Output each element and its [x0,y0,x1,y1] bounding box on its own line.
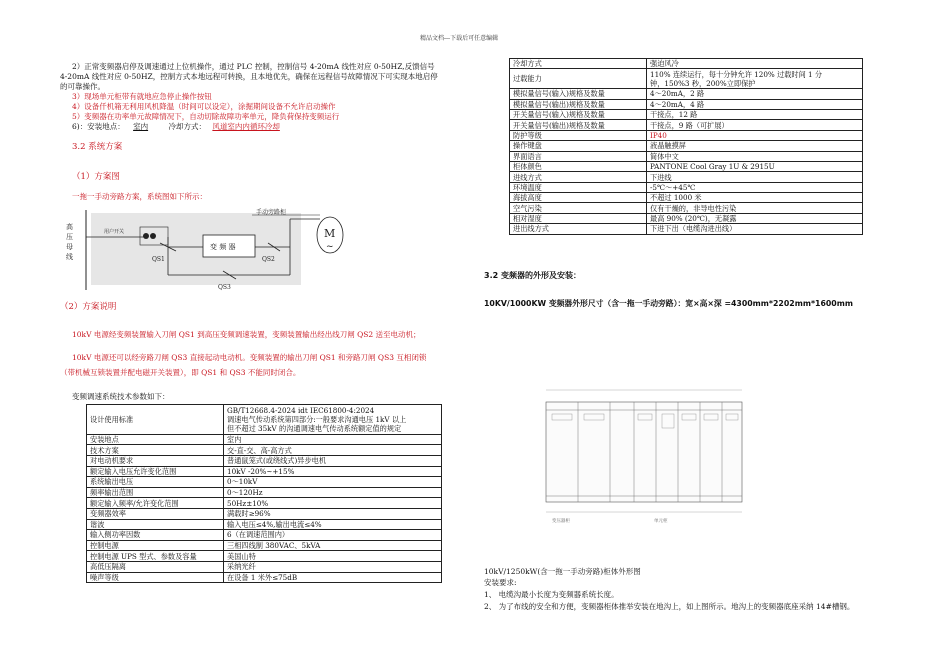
qs2-label: QS2 [262,256,275,263]
table-row [87,561,442,572]
section-shape-install: 3.2 变频器的外形及安装： [484,271,581,280]
param-name-cell: 谐波 [87,519,224,530]
param-name-cell: 防护等级 [510,130,647,140]
motor-label: M [324,227,336,240]
diagram-background [91,213,301,285]
item4: 4）设备仟机箱无利用风机降温（时间可以设定），涂掘期间设备不允许启动操作 [72,102,336,111]
table-row [87,508,442,519]
param-value-cell: 干接点，9 路（可扩展） [647,120,863,130]
table-row [510,182,863,192]
table-row [510,89,863,99]
bus-label-3: 线 [66,253,73,261]
para2-line3: 的可靠操作。 [60,82,105,91]
table-row [87,498,442,509]
param-name-cell: 模拟量信号(输入)规格及数量 [510,89,647,99]
param-value-cell: 不超过 1000 米 [647,193,863,203]
table-row [510,203,863,213]
table-row [510,172,863,182]
param-value-cell: 采纳光纤 [224,561,442,572]
param-value-cell: 6（在调速范围内） [224,530,442,541]
install-req-2: 2、 为了布线的安全和方便，变频器柜体推举安装在地沟上，如上图所示。地沟上的变频器底座采纳 14#槽钢。 [484,602,855,611]
item6 [72,122,284,132]
param-value-cell: 0～120Hz [224,487,442,498]
param-name-cell: 系统输出电压 [87,477,224,488]
param-value-cell: IP40 [647,130,863,140]
param-name-cell: 海拔高度 [510,193,647,203]
bus-label-2: 母 [66,243,73,251]
bus-label-1: 压 [66,233,73,241]
param-name-cell: 额定输入电压允许变化范围 [87,466,224,477]
bus-label-0: 高 [66,223,73,231]
explain-2b: （带机械互锁装置并配电磁开关装置），即 QS1 和 QS3 不能同时闭合。 [60,368,301,377]
param-name-cell: 输入侧功率因数 [87,530,224,541]
user-switch-label: 用户开关 [104,229,125,235]
param-name-cell: 控制电源 UPS 型式、参数及容量 [87,551,224,562]
param-value-cell: 下进线 [647,172,863,182]
param-name-cell: 噪声等级 [87,572,224,583]
param-name-cell: 进线方式 [510,172,647,182]
subsection-1-title: （1）方案图 [72,172,120,182]
param-name-cell: 过载能力 [510,69,647,89]
param-name-cell: 额定输入频率/允许变化范围 [87,498,224,509]
para2-line2: 4-20mA 线性对应 0-50HZ，控制方式本地远程可转换，且本地优先，确保在远程信号故障情况下可实现本地启停 [60,72,438,81]
param-name-cell: 控制电源 [87,540,224,551]
table-row [87,445,442,456]
param-value-cell: 110% 连续运行，每十分钟允许 120% 过载时间 1 分 钟，150%3 秒，200%立即保护 [647,69,863,89]
param-value-cell: -5℃～+45℃ [647,182,863,192]
ct-symbol-2 [150,233,156,239]
table-row [510,109,863,119]
item6-cool-label: 冷却方式： [168,122,206,131]
param-value-cell: 强迫风冷 [647,59,863,69]
param-value-cell: 室内 [224,434,442,445]
param-value-cell: 液晶触摸屏 [647,141,863,151]
param-value-cell: 最高 90% (20℃)，无凝露 [647,213,863,223]
params-table-right [509,58,863,235]
item6-label: 6)：安装地点： [72,122,125,131]
param-name-cell: 空气污染 [510,203,647,213]
scheme-diagram [58,205,358,300]
table-row [510,213,863,223]
param-value-cell: 交-直-交、高-高方式 [224,445,442,456]
figure-caption: 10kV/1250kW(含一拖一手动旁路)柜体外形图 [484,567,641,576]
table-row [87,540,442,551]
item6-location: 室内 [133,122,149,131]
param-name-cell: 进出线方式 [510,224,647,234]
param-value-cell: 4～20mA，2 路 [647,89,863,99]
cabinet-label-transformer: 变压器柜 [552,519,570,524]
table-row [510,130,863,140]
item6-cool-value: 风道室内内循环冷却 [212,122,280,131]
page-header: 精品文档---下载后可任意编辑 [420,35,499,42]
param-name-cell: 对电动机要求 [87,455,224,466]
table-row [510,161,863,171]
table-row [87,477,442,488]
item3: 3）现场单元柜带有就地应急停止操作按钮 [72,92,212,101]
param-name-cell: 冷却方式 [510,59,647,69]
table-row [510,99,863,109]
table-row [87,551,442,562]
param-name-cell: 频率输出范围 [87,487,224,498]
table-row [510,193,863,203]
table-row [87,455,442,466]
table-row [510,59,863,69]
param-name-cell: 界面语言 [510,151,647,161]
section-3-2-title: 3.2 系统方案 [72,142,123,152]
param-name-cell: 柜体颜色 [510,161,647,171]
table-row [510,69,863,89]
param-name-cell: 环境温度 [510,182,647,192]
param-name-cell: 安装地点 [87,434,224,445]
install-req-title: 安装要求: [484,578,517,587]
param-value-cell: 满载时≥96% [224,508,442,519]
table-row [87,519,442,530]
cabinet-drawing [538,380,758,528]
table-row [87,572,442,583]
param-value-cell: 下进下出（电缆沟进出线） [647,224,863,234]
explain-1: 10kV 电源经变频装置输入刀闸 QS1 到高压变频调速装置，变频装置输出经出线刀闸 QS2 送至电动机； [72,330,421,339]
param-name-cell: 设计使用标准 [87,405,224,435]
param-value-cell: PANTONE Cool Gray 1U & 2915U [647,161,863,171]
param-value-cell: 三相四线制 380VAC、5kVA [224,540,442,551]
param-value-cell: 4～20mA，4 路 [647,99,863,109]
param-value-cell: 简体中文 [647,151,863,161]
table-row [87,434,442,445]
manual-cab-label: 手动旁路柜 [256,209,287,216]
param-value-cell: 干接点，12 路 [647,109,863,119]
table-row [510,224,863,234]
para2-line1: 2）正常变频器启停及调速通过上位机操作，通过 PLC 控制，控制信号 4-20mA 线性对应 0-50HZ,反馈信号 [72,62,435,71]
qs3-label: QS3 [218,284,231,291]
subsection-2-title: （2）方案说明 [60,302,117,312]
table-row [87,466,442,477]
inverter-label: 变 频 器 [210,243,236,251]
param-value-cell: 在设备 1 米外≤75dB [224,572,442,583]
param-name-cell: 技术方案 [87,445,224,456]
param-name-cell: 相对湿度 [510,213,647,223]
param-value-cell: 普通鼠笼式(或绕线式)异步电机 [224,455,442,466]
param-value-cell: 美国山特 [224,551,442,562]
param-value-cell: 0～10kV [224,477,442,488]
param-name-cell: 高低压隔离 [87,561,224,572]
params-intro: 变频调速系统技术参数如下： [72,392,170,401]
param-name-cell: 开关量信号(输入)规格及数量 [510,109,647,119]
table-row [87,405,442,435]
param-name-cell: 变频器效率 [87,508,224,519]
param-name-cell: 开关量信号(输出)规格及数量 [510,120,647,130]
table-row [510,141,863,151]
param-value-cell: 仅有干燥的，非导电性污染 [647,203,863,213]
dimensions-line: 10KV/1000KW 变频器外形尺寸（含一拖一手动旁路）：宽×高×深 =4300mm*2202mm*1600mm [484,299,853,308]
cabinet-body [546,402,742,502]
motor-ac-symbol: ~ [326,242,334,252]
table-row [87,530,442,541]
table-row [510,120,863,130]
ct-symbol-1 [143,233,149,239]
cabinet-label-unit: 单元柜 [654,519,668,524]
item5: 5）变频器在功率单元故障情况下，自动切除故障功率单元，降负荷保持变频运行 [72,112,340,121]
param-value-cell: 10kV -20%~+15% [224,466,442,477]
param-value-cell: 50Hz±10% [224,498,442,509]
params-table-left [86,404,442,583]
install-req-1: 1、 电缆沟最小长度为变频器系统长度。 [484,590,619,599]
explain-2a: 10kV 电源还可以经旁路刀闸 QS3 直接起动电动机。变频装置的输出刀闸 QS1 和旁路刀闸 QS3 互相闭锁 [72,353,427,362]
table-row [87,487,442,498]
qs1-label: QS1 [152,256,165,263]
param-value-cell: 输入电压≤4%,输出电流≤4% [224,519,442,530]
param-value-cell: GB/T12668.4-2024 idt IEC61800-4:2024 调速电气传动系统第四部分:一般要求沟通电压 1kV 以上 但不超过 35kV 的沟通调速电气传动系统额定值的规定 [224,405,442,435]
table-row [510,151,863,161]
param-name-cell: 操作键盘 [510,141,647,151]
scheme-intro: 一拖一手动旁路方案，系统图如下所示： [72,192,207,201]
param-name-cell: 模拟量信号(输出)规格及数量 [510,99,647,109]
